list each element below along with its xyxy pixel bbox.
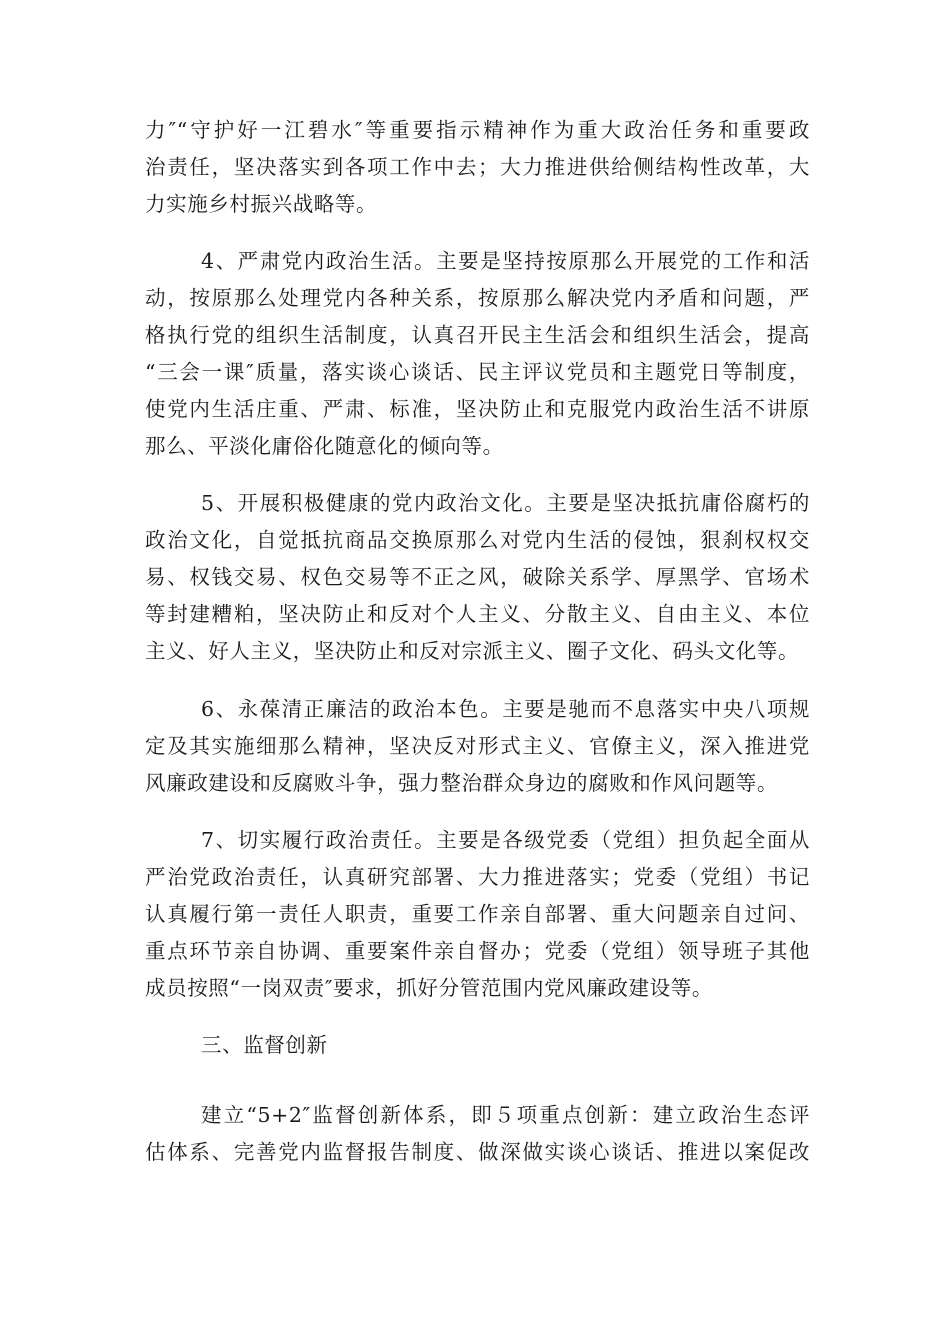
text-line: 估体系、完善党内监督报告制度、做深做实谈心谈话、推进以案促改 [145, 1140, 810, 1164]
text-line: 6、永葆清正廉洁的政治本色。主要是驰而不息落实中央八项规 [201, 697, 810, 721]
paragraph-7 [145, 822, 810, 1007]
paragraph-4 [145, 243, 810, 465]
text-line: 那么、平淡化庸俗化随意化的倾向等。 [145, 434, 504, 458]
paragraph-6 [145, 691, 810, 802]
text-line: 治责任，坚决落实到各项工作中去；大力推进供给侧结构性改革，大 [145, 155, 810, 179]
paragraph-5 [145, 485, 810, 670]
text-line: 成员按照“一岗双责″要求，抓好分管范围内党风廉政建设等。 [145, 976, 713, 1000]
text-line: 力实施乡村振兴战略等。 [145, 192, 378, 216]
text-line: 易、权钱交易、权色交易等不正之风，破除关系学、厚黑学、官场术 [145, 565, 810, 589]
text-line: 风廉政建设和反腐败斗争，强力整治群众身边的腐败和作风问题等。 [145, 771, 778, 795]
text-line: 政治文化，自觉抵抗商品交换原那么对党内生活的侵蚀，狠刹权权交 [145, 528, 810, 552]
text-line: “三会一课″质量，落实谈心谈话、民主评议党员和主题党日等制度， [145, 360, 810, 384]
text-line: 动，按原那么处理党内各种关系，按原那么解决党内矛盾和问题，严 [145, 286, 810, 310]
text-line: 使党内生活庄重、严肃、标准，坚决防止和克服党内政治生活不讲原 [145, 397, 810, 421]
text-line: 严治党政治责任，认真研究部署、大力推进落实；党委（党组）书记 [145, 865, 810, 889]
text-line: 认真履行第一责任人职责，重要工作亲自部署、重大问题亲自过问、 [145, 902, 810, 926]
text-line: 5、开展积极健康的党内政治文化。主要是坚决抵抗庸俗腐朽的 [201, 491, 810, 515]
text-line: 力″“守护好一江碧水″等重要指示精神作为重大政治任务和重要政 [145, 118, 810, 142]
text-line: 7、切实履行政治责任。主要是各级党委（党组）担负起全面从 [201, 828, 810, 852]
text-line: 格执行党的组织生活制度，认真召开民主生活会和组织生活会，提高 [145, 323, 810, 347]
text-line: 建立“5+2″监督创新体系，即５项重点创新：建立政治生态评 [201, 1103, 810, 1127]
section-heading: 三、监督创新 [201, 1033, 328, 1057]
text-line: 4、严肃党内政治生活。主要是坚持按原那么开展党的工作和活 [201, 249, 810, 273]
paragraph-continuation [145, 112, 810, 223]
paragraph-8 [145, 1097, 810, 1171]
text-line: 重点环节亲自协调、重要案件亲自督办；党委（党组）领导班子其他 [145, 939, 810, 963]
text-line: 定及其实施细那么精神，坚决反对形式主义、官僚主义，深入推进党 [145, 734, 810, 758]
text-line: 主义、好人主义，坚决防止和反对宗派主义、圈子文化、码头文化等。 [145, 639, 800, 663]
text-line: 等封建糟粕，坚决防止和反对个人主义、分散主义、自由主义、本位 [145, 602, 810, 626]
